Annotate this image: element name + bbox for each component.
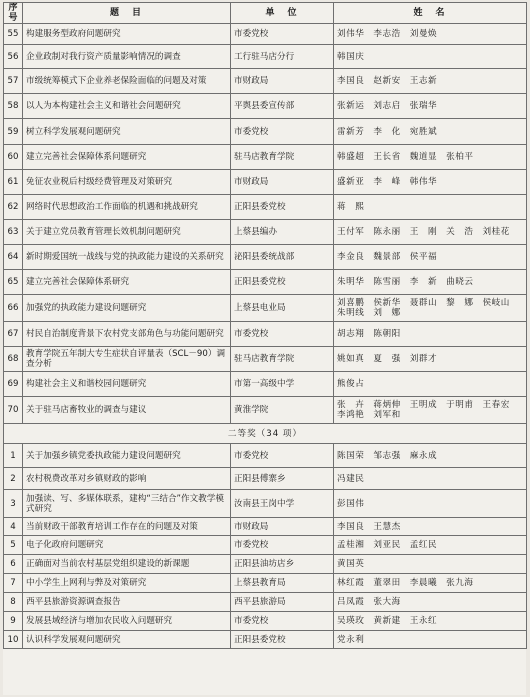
- row-title: 西平县旅游资源调查报告: [23, 593, 231, 612]
- row-number: 6: [4, 555, 23, 574]
- row-unit: 市财政局: [231, 170, 334, 195]
- row-unit: 上蔡县教育局: [231, 574, 334, 593]
- row-title: 网络时代思想政治工作面临的机遇和挑战研究: [23, 195, 231, 220]
- row-unit: 工行驻马店分行: [231, 45, 334, 69]
- row-names: 熊俊占: [334, 372, 527, 397]
- row-title: 村民自治制度背景下农村党支部角色与功能问题研究: [23, 322, 231, 347]
- row-title: 发展县域经济与增加农民收入问题研究: [23, 612, 231, 631]
- row-number: 64: [4, 245, 23, 270]
- table-row: [4, 372, 527, 397]
- row-unit: 正阳县油坊店乡: [231, 555, 334, 574]
- row-title: 关于加强乡镇党委执政能力建设问题研究: [23, 444, 231, 468]
- row-unit: 正阳县委党校: [231, 631, 334, 649]
- row-names: 吕凤霞 张大海: [334, 593, 527, 612]
- row-number: 55: [4, 24, 23, 45]
- row-title: 免征农业税后村级经费管理及对策研究: [23, 170, 231, 195]
- row-number: 70: [4, 397, 23, 424]
- row-unit: 市委党校: [231, 536, 334, 555]
- row-number: 9: [4, 612, 23, 631]
- row-names: 刘喜鹏 侯新华 聂群山 黎 娜 侯岐山 朱明线 刘 娜: [334, 295, 527, 322]
- row-title: 建立完善社会保障体系研究: [23, 270, 231, 295]
- row-number: 59: [4, 119, 23, 145]
- row-title: 市级统筹模式下企业养老保险面临的问题及对策: [23, 69, 231, 94]
- table-row: [4, 145, 527, 170]
- table-row: [4, 593, 527, 612]
- table-row: [4, 322, 527, 347]
- table-row: [4, 612, 527, 631]
- table-row: [4, 270, 527, 295]
- row-number: 57: [4, 69, 23, 94]
- row-title: 关于驻马店畜牧业的调查与建议: [23, 397, 231, 424]
- row-number: 7: [4, 574, 23, 593]
- row-number: 61: [4, 170, 23, 195]
- row-names: 党永利: [334, 631, 527, 649]
- row-number: 63: [4, 220, 23, 245]
- row-number: 65: [4, 270, 23, 295]
- table-row: [4, 119, 527, 145]
- row-unit: 正阳县委党校: [231, 270, 334, 295]
- table-row: [4, 490, 527, 518]
- table-row: [4, 69, 527, 94]
- row-number: 69: [4, 372, 23, 397]
- table-row: [4, 518, 527, 536]
- table-row: [4, 574, 527, 593]
- table-row: [4, 468, 527, 490]
- row-names: 林红霞 董翠田 李晨曦 张九海: [334, 574, 527, 593]
- row-title: 树立科学发展观问题研究: [23, 119, 231, 145]
- row-title: 企业政制对我行资产质量影响情况的调查: [23, 45, 231, 69]
- row-unit: 黄淮学院: [231, 397, 334, 424]
- row-unit: 正阳县委党校: [231, 195, 334, 220]
- header-unit: 单 位: [231, 3, 334, 24]
- second-prize-rows: [4, 444, 527, 649]
- row-names: 黄国英: [334, 555, 527, 574]
- row-unit: 市委党校: [231, 612, 334, 631]
- row-names: 王付军 陈永丽 王 刚 关 浩 刘桂花: [334, 220, 527, 245]
- document-page: [3, 2, 526, 695]
- row-title: 加强党的执政能力建设问题研究: [23, 295, 231, 322]
- header-title: 题 目: [23, 3, 231, 24]
- row-unit: 市财政局: [231, 69, 334, 94]
- row-unit: 驻马店教育学院: [231, 347, 334, 372]
- row-unit: 市委党校: [231, 444, 334, 468]
- row-unit: 汝南县王岗中学: [231, 490, 334, 518]
- table-row: [4, 555, 527, 574]
- row-names: 蒋 熙: [334, 195, 527, 220]
- row-names: 韩盛超 王长省 魏道显 张柏平: [334, 145, 527, 170]
- table-row: [4, 444, 527, 468]
- row-title: 新时期爱国统一战线与党的执政能力建设的关系研究: [23, 245, 231, 270]
- row-unit: 上蔡县电业局: [231, 295, 334, 322]
- table-row: [4, 170, 527, 195]
- row-names: 李金良 魏景部 侯平福: [334, 245, 527, 270]
- row-number: 5: [4, 536, 23, 555]
- row-unit: 正阳县傅寨乡: [231, 468, 334, 490]
- row-title: 中小学生上网利与弊及对策研究: [23, 574, 231, 593]
- row-number: 66: [4, 295, 23, 322]
- row-title: 建立完善社会保障体系问题研究: [23, 145, 231, 170]
- row-names: 姚如真 夏 强 刘群才: [334, 347, 527, 372]
- row-number: 62: [4, 195, 23, 220]
- row-unit: 市委党校: [231, 119, 334, 145]
- section-heading-row: [4, 424, 527, 444]
- table-row: [4, 347, 527, 372]
- row-names: 李国良 赵新安 王志新: [334, 69, 527, 94]
- row-names: 雷新芳 李 化 宛胜斌: [334, 119, 527, 145]
- row-unit: 平舆县委宣传部: [231, 94, 334, 119]
- row-title: 电子化政府问题研究: [23, 536, 231, 555]
- row-unit: 市委党校: [231, 322, 334, 347]
- row-number: 3: [4, 490, 23, 518]
- table-row: [4, 631, 527, 649]
- row-title: 以人为本构建社会主义和谐社会问题研究: [23, 94, 231, 119]
- row-number: 60: [4, 145, 23, 170]
- row-names: 胡志翔 陈朝阳: [334, 322, 527, 347]
- table-row: [4, 397, 527, 424]
- row-unit: 泌阳县委统战部: [231, 245, 334, 270]
- row-names: 盛新亚 李 峰 韩伟华: [334, 170, 527, 195]
- section-heading: 二等奖（34 项）: [4, 424, 527, 444]
- header-names: 姓 名: [334, 3, 527, 24]
- row-title: 构建社会主义和谐校园问题研究: [23, 372, 231, 397]
- table-row: [4, 536, 527, 555]
- row-title: 正确面对当前农村基层党组织建设的新课题: [23, 555, 231, 574]
- row-names: 张 卉 蒋炳伸 王明成 于明甫 王春宏 李鸿艳 刘军和: [334, 397, 527, 424]
- table-row: [4, 245, 527, 270]
- row-number: 1: [4, 444, 23, 468]
- row-number: 56: [4, 45, 23, 69]
- row-unit: 西平县旅游局: [231, 593, 334, 612]
- row-number: 2: [4, 468, 23, 490]
- table-row: [4, 195, 527, 220]
- row-title: 当前财政干部教育培训工作存在的问题及对策: [23, 518, 231, 536]
- row-names: 彭国伟: [334, 490, 527, 518]
- row-title: 关于建立党员教育管理长效机制问题研究: [23, 220, 231, 245]
- table-row: [4, 295, 527, 322]
- row-names: 吴瑛玫 黄新建 王永红: [334, 612, 527, 631]
- row-names: 李国良 王慧杰: [334, 518, 527, 536]
- row-names: 陈国荣 邹志强 麻永成: [334, 444, 527, 468]
- row-number: 8: [4, 593, 23, 612]
- row-unit: 驻马店教育学院: [231, 145, 334, 170]
- row-title: 农村税费改革对乡镇财政的影响: [23, 468, 231, 490]
- table-row: [4, 45, 527, 69]
- row-number: 4: [4, 518, 23, 536]
- row-unit: 市财政局: [231, 518, 334, 536]
- table-row: [4, 24, 527, 45]
- row-number: 67: [4, 322, 23, 347]
- row-unit: 市委党校: [231, 24, 334, 45]
- row-title: 教育学院五年制大专生症状自评量表（SCL－90）调查分析: [23, 347, 231, 372]
- table-header-row: [4, 3, 527, 24]
- row-number: 10: [4, 631, 23, 649]
- row-names: 张新运 刘志启 张瑞华: [334, 94, 527, 119]
- row-number: 58: [4, 94, 23, 119]
- award-table: [3, 2, 527, 649]
- row-names: 韩国庆: [334, 45, 527, 69]
- row-unit: 上蔡县编办: [231, 220, 334, 245]
- table-row: [4, 94, 527, 119]
- row-title: 构建服务型政府问题研究: [23, 24, 231, 45]
- row-names: 刘伟华 李志浩 刘曼焕: [334, 24, 527, 45]
- row-title: 加强读、写、多媒体联系，建构“三结合”作文教学模式研究: [23, 490, 231, 518]
- row-names: 孟桂湘 刘亚民 孟红民: [334, 536, 527, 555]
- table-row: [4, 220, 527, 245]
- first-prize-rows: [4, 24, 527, 424]
- row-title: 认识科学发展观问题研究: [23, 631, 231, 649]
- header-number: 序号: [4, 3, 23, 24]
- row-names: 冯建民: [334, 468, 527, 490]
- row-unit: 市第一高级中学: [231, 372, 334, 397]
- row-names: 朱明华 陈雪丽 李 新 曲晓云: [334, 270, 527, 295]
- row-number: 68: [4, 347, 23, 372]
